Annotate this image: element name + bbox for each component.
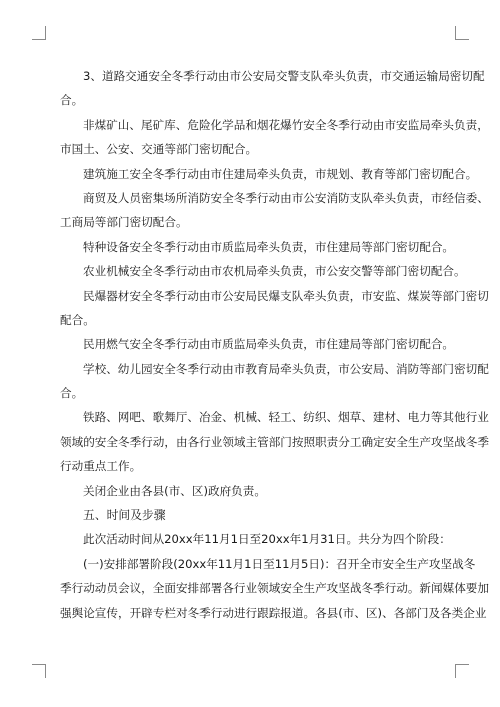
paragraph-line: 3、道路交通安全冬季行动由市公安局交警支队牵头负责，市交通运输局密切配 [83,69,485,83]
paragraph-line: 民爆器材安全冬季行动由市公安局民爆支队牵头负责，市安监、煤炭等部门密切 [83,288,489,303]
paragraph-line: 市国土、公安、交通等部门密切配合。 [60,142,258,157]
paragraph-line: 建筑施工安全冬季行动由市住建局牵头负责，市规划、教育等部门密切配合。 [83,166,478,181]
crop-mark-top-right [455,26,469,40]
paragraph-line: 学校、幼儿园安全冬季行动由市教育局牵头负责，市公安局、消防等部门密切配 [83,361,489,376]
crop-mark-bottom-left [32,664,46,678]
paragraph-line: 农业机械安全冬季行动由市农机局牵头负责，市公安交警等部门密切配合。 [83,264,466,279]
paragraph-line: 合。 [60,386,84,401]
paragraph-line: 关闭企业由各县(市、区)政府负责。 [83,483,266,498]
paragraph-line: 铁路、网吧、歌舞厅、冶金、机械、轻工、纺织、烟草、建材、电力等其他行业 [83,410,489,425]
paragraph-line: 商贸及人员密集场所消防安全冬季行动由市公安消防支队牵头负责，市经信委、 [83,190,489,205]
crop-mark-bottom-right [455,664,469,678]
paragraph-line: 合。 [60,93,84,108]
paragraph-line: 行动重点工作。 [60,459,142,474]
crop-mark-top-left [32,26,46,40]
paragraph-line: 领域的安全冬季行动，由各行业领域主管部门按照职责分工确定安全生产攻坚战冬季 [60,434,489,449]
section-heading: 五、时间及步骤 [83,508,166,523]
paragraph-line: 配合。 [60,312,95,327]
paragraph-line: (一)安排部署阶段(20xx年11月1日至11月5日)：召开全市安全生产攻坚战冬 [83,556,476,571]
paragraph-line: 季行动动员会议，全面安排部署各行业领域安全生产攻坚战冬季行动。新闻媒体要加 [60,581,489,596]
paragraph-line: 强舆论宣传，开辟专栏对冬季行动进行跟踪报道。各县(市、区)、各部门及各类企业 [60,605,487,620]
paragraph-line: 民用燃气安全冬季行动由市质监局牵头负责，市住建局等部门密切配合。 [83,337,455,352]
paragraph-line: 特种设备安全冬季行动由市质监局牵头负责，市住建局等部门密切配合。 [83,239,455,254]
paragraph-line: 非煤矿山、尾矿库、危险化学品和烟花爆竹安全冬季行动由市安监局牵头负责， [83,117,489,132]
document-body [60,64,489,625]
paragraph-line: 此次活动时间从20xx年11月1日至20xx年1月31日。共分为四个阶段： [83,532,451,547]
paragraph-line: 工商局等部门密切配合。 [60,215,188,230]
